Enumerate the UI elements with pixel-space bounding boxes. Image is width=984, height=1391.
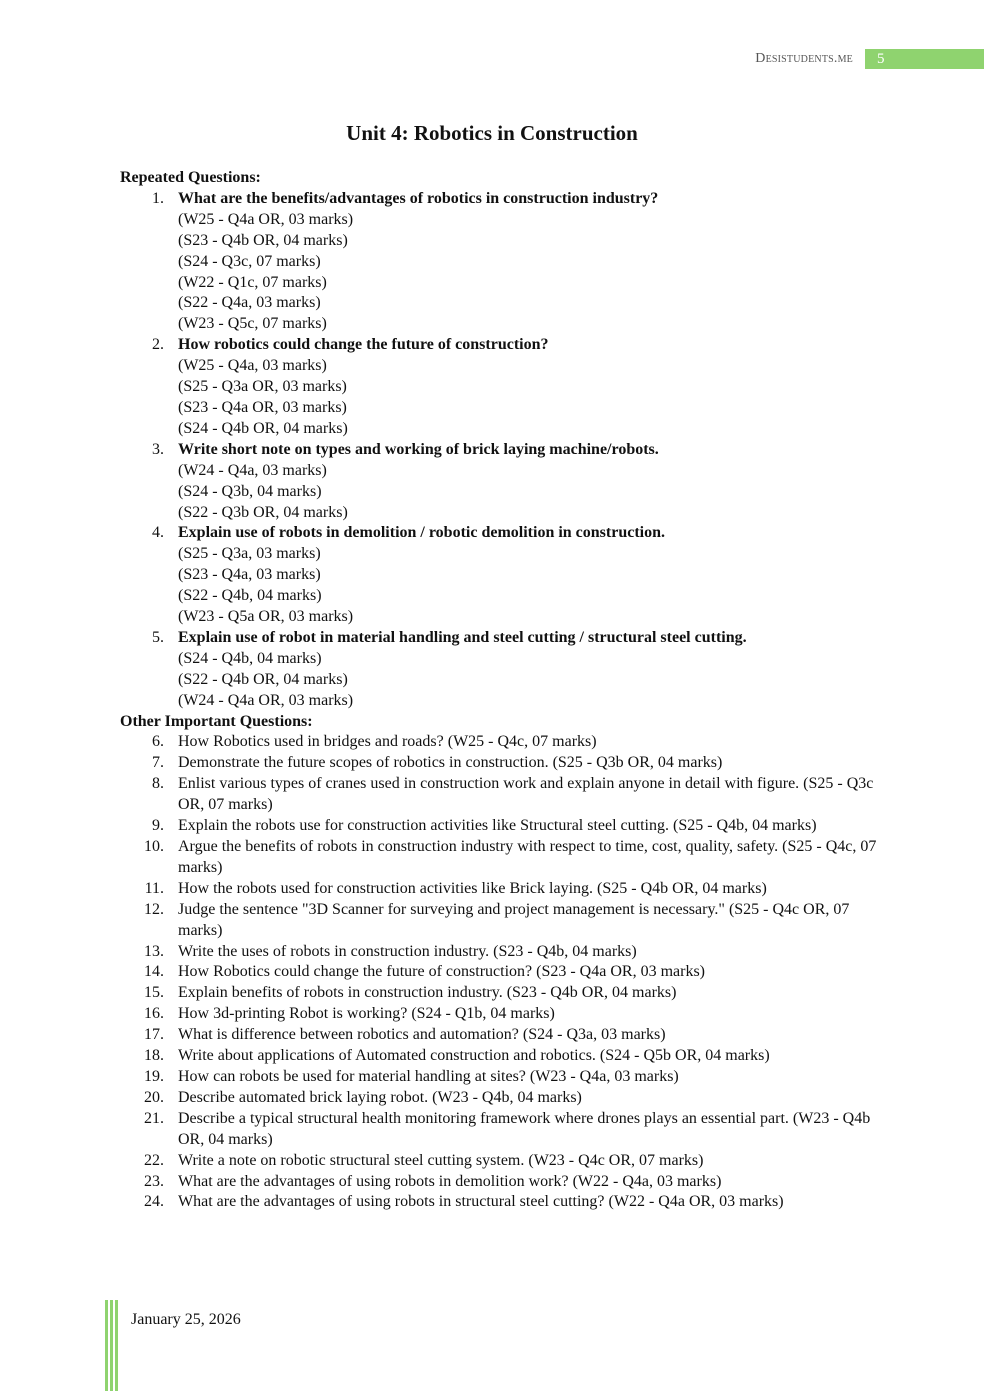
question-text: How can robots be used for material handling at sites? (W23 - Q4a, 03 marks) [178,1067,679,1085]
footer-decorative-bars [105,1300,119,1391]
document-body [120,168,880,1213]
list-item [120,523,880,628]
exam-reference: (W24 - Q4a, 03 marks) [178,461,327,479]
item-number: 22. [144,1151,164,1169]
list-item [120,816,880,837]
question-text: How robotics could change the future of construction? [178,336,549,354]
exam-reference: (S22 - Q3b OR, 04 marks) [178,503,348,521]
question-text: Explain use of robot in material handling and steel cutting / structural steel cutting. [178,628,747,646]
question-text: Enlist various types of cranes used in construction work and explain anyone in detail with figure. (S25 - Q3c OR, 07 marks) [178,775,874,814]
exam-reference: (S25 - Q3a, 03 marks) [178,545,321,563]
exam-reference: (S24 - Q4b, 04 marks) [178,649,322,667]
item-number: 13. [144,942,164,960]
item-number: 2. [152,336,164,354]
item-number: 19. [144,1067,164,1085]
list-item [120,879,880,900]
question-text: Argue the benefits of robots in construction industry with respect to time, cost, quality, safety. (S25 - Q4c, 07 marks) [178,838,877,876]
list-item [120,1088,880,1109]
exam-reference: (S22 - Q4b OR, 04 marks) [178,670,348,688]
item-number: 15. [144,984,164,1002]
item-number: 20. [144,1088,164,1106]
footer-date: January 25, 2026 [131,1311,241,1328]
item-number: 11. [144,879,164,897]
list-item [120,774,880,816]
question-text: What is difference between robotics and automation? (S24 - Q3a, 03 marks) [178,1026,666,1044]
item-number: 16. [144,1005,164,1023]
question-text: Write short note on types and working of brick laying machine/robots. [178,440,659,458]
item-number: 6. [152,733,164,751]
question-text: Explain use of robots in demolition / robotic demolition in construction. [178,524,666,542]
item-number: 7. [152,754,164,772]
item-number: 24. [144,1193,164,1211]
item-number: 9. [152,817,164,835]
question-text: Describe a typical structural health monitoring framework where drones plays an essential part. (W23 - Q4b OR, 04 marks) [178,1109,871,1148]
repeated-questions-list [120,189,880,712]
exam-reference: (S23 - Q4a OR, 03 marks) [178,398,347,416]
list-item [120,440,880,524]
list-item [120,1151,880,1172]
question-text: How the robots used for construction activities like Brick laying. (S25 - Q4b OR, 04 marks) [178,879,767,897]
list-item [120,1025,880,1046]
item-number: 10. [144,838,164,855]
item-number: 12. [144,900,164,918]
list-item [120,1004,880,1025]
item-number: 23. [144,1172,164,1190]
question-text: Judge the sentence "3D Scanner for surveying and project management is necessary." (S25 - Q4c OR, 07 marks) [178,900,850,939]
list-item [120,189,880,335]
exam-reference: (W22 - Q1c, 07 marks) [178,273,327,291]
exam-reference: (W23 - Q5c, 07 marks) [178,315,327,333]
question-text: What are the advantages of using robots in structural steel cutting? (W22 - Q4a OR, 03 marks) [178,1193,784,1211]
question-text: Write a note on robotic structural steel cutting system. (W23 - Q4c OR, 07 marks) [178,1151,704,1169]
item-number: 1. [152,189,164,207]
exam-reference: (W25 - Q4a, 03 marks) [178,357,327,375]
list-item [120,900,880,942]
list-item [120,1192,880,1213]
page-header [0,49,984,71]
exam-reference: (W24 - Q4a OR, 03 marks) [178,691,354,709]
list-item [120,1172,880,1193]
item-number: 8. [152,775,164,793]
repeated-questions-heading: Repeated Questions: [120,169,261,186]
exam-reference: (S24 - Q3c, 07 marks) [178,252,321,270]
other-questions-heading: Other Important Questions: [120,712,313,730]
list-item [120,628,880,712]
list-item [120,1046,880,1067]
item-number: 3. [152,440,164,458]
item-number: 5. [152,628,164,646]
question-text: Write the uses of robots in construction industry. (S23 - Q4b, 04 marks) [178,942,637,960]
question-text: How Robotics used in bridges and roads? (W25 - Q4c, 07 marks) [178,733,597,751]
item-number: 18. [144,1047,164,1065]
exam-reference: (S22 - Q4b, 04 marks) [178,587,322,605]
exam-reference: (S25 - Q3a OR, 03 marks) [178,378,347,396]
question-text: How 3d-printing Robot is working? (S24 - Q1b, 04 marks) [178,1005,555,1023]
exam-reference: (W25 - Q4a OR, 03 marks) [178,210,354,228]
list-item [120,837,880,879]
question-text: What are the advantages of using robots in demolition work? (W22 - Q4a, 03 marks) [178,1172,722,1190]
exam-reference: (S23 - Q4b OR, 04 marks) [178,231,348,249]
question-text: Explain benefits of robots in construction industry. (S23 - Q4b OR, 04 marks) [178,984,677,1002]
list-item [120,942,880,963]
question-text: Write about applications of Automated construction and robotics. (S24 - Q5b OR, 04 marks) [178,1047,770,1065]
question-text: How Robotics could change the future of construction? (S23 - Q4a OR, 03 marks) [178,963,705,981]
list-item [120,732,880,753]
other-questions-list [120,732,880,1213]
exam-reference: (S24 - Q4b OR, 04 marks) [178,419,348,437]
item-number: 17. [144,1026,164,1044]
question-text: Demonstrate the future scopes of robotics in construction. (S25 - Q3b OR, 04 marks) [178,754,723,772]
item-number: 21. [144,1109,164,1127]
site-name: Desistudents.me [755,51,853,66]
item-number: 14. [144,963,164,981]
question-text: Explain the robots use for construction activities like Structural steel cutting. (S25 - Q4b, 04 marks) [178,817,817,835]
exam-reference: (S22 - Q4a, 03 marks) [178,294,321,312]
exam-reference: (W23 - Q5a OR, 03 marks) [178,608,354,626]
list-item [120,962,880,983]
item-number: 4. [152,524,164,542]
list-item [120,753,880,774]
list-item [120,983,880,1004]
list-item [120,1109,880,1151]
list-item [120,335,880,440]
list-item [120,1067,880,1088]
page-number-badge: 5 [865,49,984,69]
exam-reference: (S24 - Q3b, 04 marks) [178,482,322,500]
page-title: Unit 4: Robotics in Construction [346,121,638,145]
exam-reference: (S23 - Q4a, 03 marks) [178,566,321,584]
question-text: Describe automated brick laying robot. (W23 - Q4b, 04 marks) [178,1088,582,1106]
question-text: What are the benefits/advantages of robotics in construction industry? [178,189,659,207]
